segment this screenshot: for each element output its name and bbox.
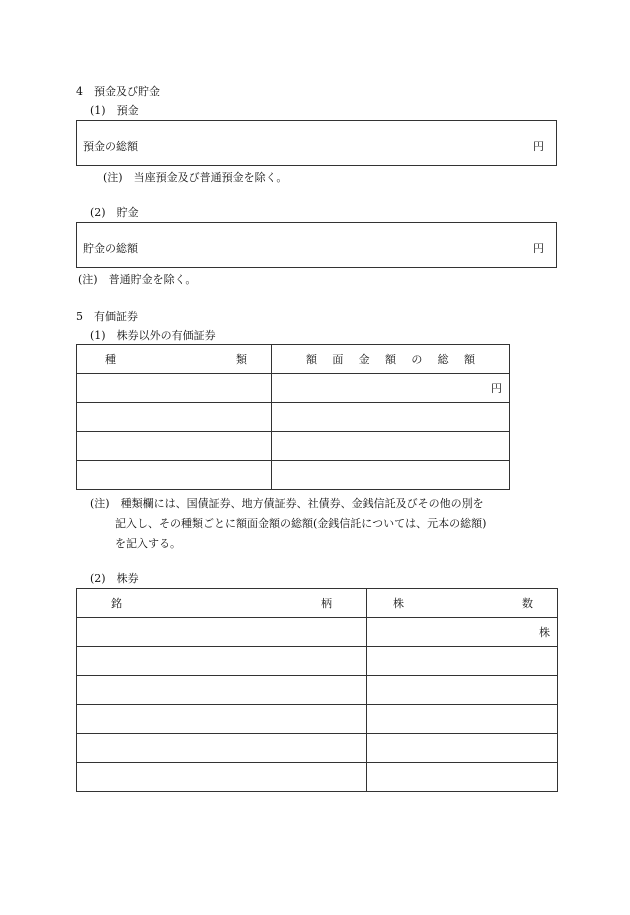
securities-table xyxy=(76,344,510,490)
stocks-brand-cell[interactable] xyxy=(77,705,367,734)
securities-row xyxy=(77,403,510,432)
stocks-row xyxy=(77,676,558,705)
securities-header-amount-char: 面 xyxy=(332,353,344,366)
stocks-count-cell[interactable] xyxy=(367,705,558,734)
securities-header-amount xyxy=(272,345,510,374)
stocks-count-cell[interactable] xyxy=(367,676,558,705)
securities-unit: 円 xyxy=(491,382,502,395)
securities-row xyxy=(77,461,510,490)
stocks-count-cell[interactable] xyxy=(367,734,558,763)
securities-amount-cell[interactable] xyxy=(272,432,510,461)
securities-header-amount-char: 額 xyxy=(463,353,475,366)
stocks-count-cell[interactable] xyxy=(367,647,558,676)
securities-type-cell[interactable] xyxy=(77,403,272,432)
stocks-header-count-char: 株 xyxy=(393,597,404,610)
savings-total-box xyxy=(76,222,557,268)
securities-type-cell[interactable] xyxy=(77,374,272,403)
savings-subheading: (2) 貯金 xyxy=(90,206,139,219)
securities-row xyxy=(77,432,510,461)
securities-header-type xyxy=(77,345,272,374)
deposit-note: (注) 当座預金及び普通預金を除く。 xyxy=(103,171,288,184)
securities-note-line-1: (注) 種類欄には、国債証券、地方債証券、社債券、金銭信託及びその他の別を xyxy=(90,497,484,510)
stocks-unit: 株 xyxy=(539,626,550,639)
securities-note-line-2: 記入し、その種類ごとに額面金額の総額(金銭信託については、元本の総額) xyxy=(115,517,487,530)
securities-header-amount-char: 額 xyxy=(384,353,396,366)
stocks-brand-cell[interactable] xyxy=(77,647,367,676)
deposit-total-unit: 円 xyxy=(533,140,544,153)
stocks-count-cell[interactable] xyxy=(367,618,558,647)
stocks-header-count xyxy=(367,589,558,618)
securities-header-type-char: 類 xyxy=(236,353,247,366)
securities-type-cell[interactable] xyxy=(77,432,272,461)
deposit-total-label: 預金の総額 xyxy=(83,140,138,153)
section5-heading: 5 有価証券 xyxy=(76,310,138,323)
stocks-brand-cell[interactable] xyxy=(77,763,367,792)
securities-row xyxy=(77,374,510,403)
section4-heading: 4 預金及び貯金 xyxy=(76,85,160,98)
stocks-header-brand-char: 柄 xyxy=(321,597,332,610)
deposit-subheading: (1) 預金 xyxy=(90,104,139,117)
stocks-row xyxy=(77,763,558,792)
securities-header-type-char: 種 xyxy=(105,353,116,366)
stocks-row xyxy=(77,734,558,763)
securities-amount-cell[interactable] xyxy=(272,461,510,490)
securities-header-amount-char: 金 xyxy=(358,353,370,366)
securities-subheading: (1) 株券以外の有価証券 xyxy=(90,329,216,342)
stocks-row xyxy=(77,618,558,647)
securities-header-row xyxy=(77,345,510,374)
stocks-header-row xyxy=(77,589,558,618)
securities-header-amount-char: 額 xyxy=(306,353,317,366)
stocks-count-cell[interactable] xyxy=(367,763,558,792)
securities-header-amount-char: 総 xyxy=(437,353,449,366)
securities-type-cell[interactable] xyxy=(77,461,272,490)
savings-total-unit: 円 xyxy=(533,242,544,255)
stocks-brand-cell[interactable] xyxy=(77,734,367,763)
stocks-header-count-char: 数 xyxy=(522,597,533,610)
stocks-row xyxy=(77,647,558,676)
securities-note-line-3: を記入する。 xyxy=(115,537,181,550)
stocks-subheading: (2) 株券 xyxy=(90,572,139,585)
securities-amount-cell[interactable] xyxy=(272,403,510,432)
savings-total-label: 貯金の総額 xyxy=(83,242,138,255)
stocks-header-brand xyxy=(77,589,367,618)
securities-amount-cell[interactable] xyxy=(272,374,510,403)
stocks-header-brand-char: 銘 xyxy=(111,597,122,610)
savings-note: (注) 普通貯金を除く。 xyxy=(78,273,197,286)
stocks-table xyxy=(76,588,558,792)
stocks-brand-cell[interactable] xyxy=(77,676,367,705)
deposit-total-box xyxy=(76,120,557,166)
stocks-row xyxy=(77,705,558,734)
securities-header-amount-char: の xyxy=(411,353,423,366)
stocks-brand-cell[interactable] xyxy=(77,618,367,647)
